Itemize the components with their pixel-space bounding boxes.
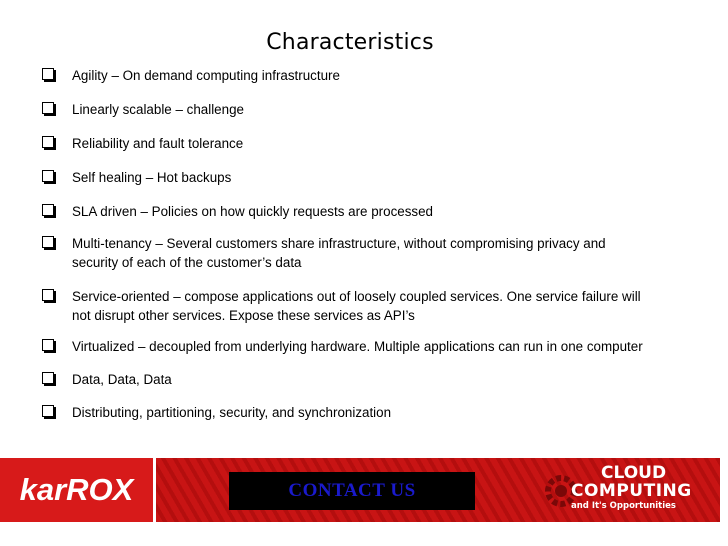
list-item — [42, 370, 692, 389]
bullet-text-line: Service-oriented – compose applications out of loosely coupled services. One service failure will — [72, 289, 641, 304]
badge-line-subtitle: and It's Opportunities — [571, 501, 676, 511]
checkbox-bullet-icon — [42, 136, 54, 148]
list-item — [42, 66, 692, 85]
list-item — [42, 134, 692, 153]
list-item — [42, 100, 692, 119]
list-item — [42, 337, 692, 356]
contact-us-button[interactable] — [229, 472, 475, 510]
logo-text: karROX — [19, 472, 134, 507]
checkbox-bullet-icon — [42, 170, 54, 182]
bullet-text-line: security of each of the customer’s data — [72, 255, 302, 270]
checkbox-bullet-icon — [42, 68, 54, 80]
bullet-text: SLA driven – Policies on how quickly requests are processed — [72, 204, 433, 219]
page-title: Characteristics — [266, 30, 434, 55]
footer-red-band — [156, 458, 720, 522]
checkbox-bullet-icon — [42, 289, 54, 301]
karrox-logo[interactable] — [0, 458, 153, 522]
bullet-text: Self healing – Hot backups — [72, 170, 232, 185]
list-item — [42, 234, 692, 272]
checkbox-bullet-icon — [42, 102, 54, 114]
bullet-text: Data, Data, Data — [72, 372, 172, 387]
checkbox-bullet-icon — [42, 405, 54, 417]
bullet-text: Reliability and fault tolerance — [72, 136, 244, 151]
bullet-text — [72, 234, 606, 272]
bullet-text: Distributing, partitioning, security, and synchronization — [72, 405, 392, 420]
badge-line-cloud: CLOUD — [601, 463, 667, 483]
bullet-text — [72, 287, 641, 325]
bullet-text: Linearly scalable – challenge — [72, 102, 244, 117]
footer-banner — [0, 454, 728, 546]
list-item — [42, 287, 692, 325]
bullet-text: Virtualized – decoupled from underlying hardware. Multiple applications can run in one computer — [72, 339, 643, 354]
cloud-computing-badge — [555, 461, 715, 519]
list-item — [42, 168, 692, 187]
bullet-text-line: not disrupt other services. Expose these services as API’s — [72, 308, 415, 323]
list-item — [42, 403, 692, 422]
checkbox-bullet-icon — [42, 236, 54, 248]
checkbox-bullet-icon — [42, 372, 54, 384]
checkbox-bullet-icon — [42, 339, 54, 351]
checkbox-bullet-icon — [42, 204, 54, 216]
list-item — [42, 202, 692, 221]
contact-us-label: CONTACT US — [288, 480, 416, 501]
badge-line-computing: COMPUTING — [571, 481, 692, 501]
bullet-text: Agility – On demand computing infrastructure — [72, 68, 340, 83]
bullet-text-line: Multi-tenancy – Several customers share infrastructure, without compromising privacy and — [72, 236, 606, 251]
